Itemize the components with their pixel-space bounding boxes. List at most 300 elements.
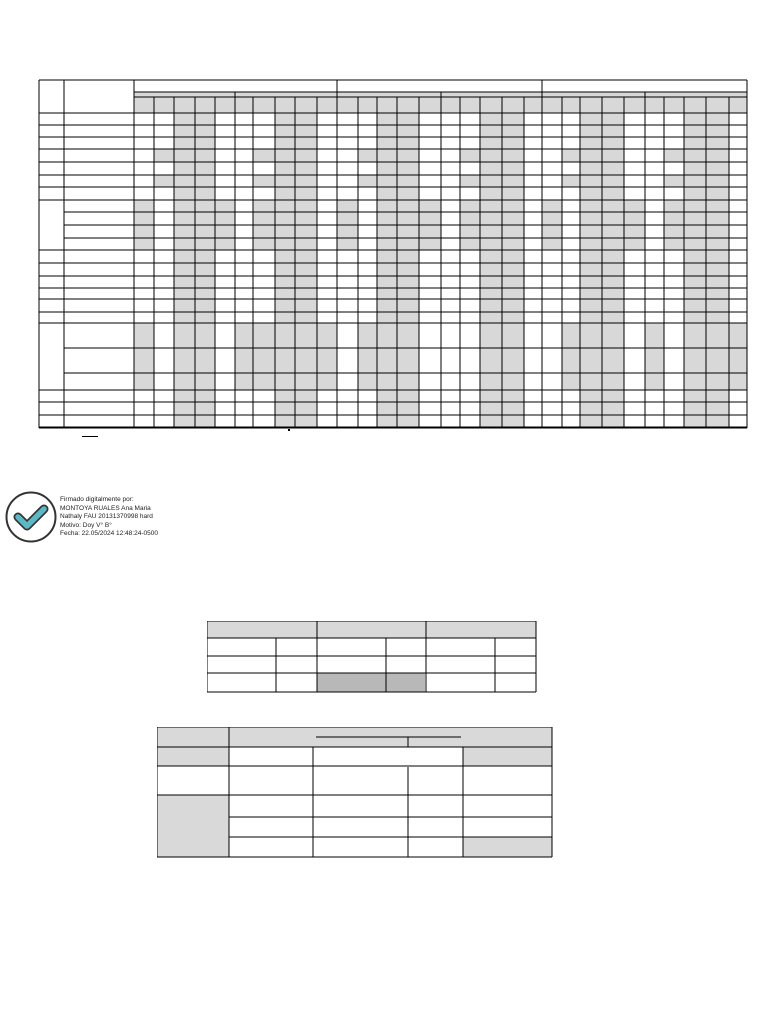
shaded-cell xyxy=(580,162,602,175)
shaded-cell xyxy=(480,373,502,390)
shaded-cell xyxy=(562,175,580,187)
shaded-cell xyxy=(542,212,562,225)
shaded-cell xyxy=(706,137,729,149)
shaded-cell xyxy=(624,200,645,212)
shaded-cell xyxy=(460,238,480,250)
shaded-cell xyxy=(275,263,295,276)
shaded-cell xyxy=(624,238,645,250)
shaded-cell xyxy=(684,113,706,125)
digital-signature xyxy=(4,490,204,546)
shaded-cell xyxy=(377,137,397,149)
shaded-cell xyxy=(502,276,524,288)
shaded-cell xyxy=(684,323,706,348)
shaded-cell xyxy=(275,125,295,137)
shaded-cell xyxy=(174,175,195,187)
shaded-cell xyxy=(480,187,502,200)
shaded-cell xyxy=(397,373,419,390)
shaded-cell xyxy=(275,299,295,312)
shaded-cell xyxy=(602,113,624,125)
table-subheader xyxy=(157,747,229,766)
shaded-cell xyxy=(195,402,215,415)
shaded-cell xyxy=(706,402,729,415)
shaded-cell xyxy=(195,162,215,175)
shaded-cell xyxy=(480,415,502,427)
shaded-cell xyxy=(502,149,524,162)
shaded-cell xyxy=(480,137,502,149)
shaded-cell xyxy=(295,137,317,149)
shaded-cell xyxy=(580,250,602,263)
shaded-cell xyxy=(174,125,195,137)
shaded-cell xyxy=(502,312,524,323)
shaded-cell xyxy=(602,263,624,276)
check-icon xyxy=(4,490,58,544)
shaded-cell xyxy=(684,390,706,402)
summary-table-lines xyxy=(207,621,537,693)
shaded-cell xyxy=(275,238,295,250)
shaded-cell xyxy=(317,348,337,373)
shaded-cell xyxy=(195,276,215,288)
footnote-mark xyxy=(288,429,290,431)
shaded-cell xyxy=(377,299,397,312)
shaded-cell xyxy=(253,238,275,250)
shaded-cell xyxy=(480,312,502,323)
shaded-cell xyxy=(562,348,580,373)
shaded-cell xyxy=(295,276,317,288)
shaded-cell xyxy=(706,288,729,299)
shaded-cell xyxy=(275,137,295,149)
shaded-cell xyxy=(397,348,419,373)
shaded-cell xyxy=(664,212,684,225)
shaded-cell xyxy=(480,162,502,175)
shaded-cell xyxy=(602,175,624,187)
shaded-cell xyxy=(542,238,562,250)
shaded-cell xyxy=(377,312,397,323)
shaded-cell xyxy=(377,288,397,299)
shaded-cell xyxy=(502,200,524,212)
shaded-cell xyxy=(729,323,747,348)
shaded-cell xyxy=(295,125,317,137)
shaded-cell xyxy=(134,200,154,212)
signature-line: Nathaly FAU 20131370998 hard xyxy=(60,513,153,520)
shaded-cell xyxy=(337,200,358,212)
shaded-cell xyxy=(480,225,502,238)
shaded-cell xyxy=(195,212,215,225)
shaded-cell xyxy=(562,149,580,162)
shaded-cell xyxy=(195,238,215,250)
shaded-cell xyxy=(502,187,524,200)
shaded-cell xyxy=(174,263,195,276)
shaded-cell xyxy=(253,212,275,225)
shaded-cell xyxy=(337,238,358,250)
shaded-cell xyxy=(195,415,215,427)
shaded-cell xyxy=(295,250,317,263)
shaded-cell xyxy=(602,238,624,250)
shaded-cell xyxy=(134,323,154,348)
shaded-cell xyxy=(706,250,729,263)
shaded-cell xyxy=(706,299,729,312)
shaded-cell xyxy=(502,125,524,137)
schedule-grid-lines xyxy=(39,80,749,430)
shaded-cell xyxy=(134,238,154,250)
shaded-cell xyxy=(195,175,215,187)
shaded-cell xyxy=(295,263,317,276)
shaded-cell xyxy=(580,225,602,238)
shaded-cell xyxy=(174,250,195,263)
shaded-cell xyxy=(295,390,317,402)
shaded-cell xyxy=(480,238,502,250)
shaded-cell xyxy=(253,225,275,238)
shaded-cell xyxy=(174,373,195,390)
shaded-cell xyxy=(664,175,684,187)
shaded-cell xyxy=(502,390,524,402)
footnote-underline xyxy=(82,436,98,437)
shaded-cell xyxy=(580,402,602,415)
shaded-cell xyxy=(684,299,706,312)
shaded-cell xyxy=(174,113,195,125)
shaded-cell xyxy=(706,276,729,288)
shaded-cell xyxy=(684,348,706,373)
shaded-cell xyxy=(134,348,154,373)
shaded-cell xyxy=(602,149,624,162)
shaded-cell xyxy=(253,200,275,212)
shaded-cell xyxy=(645,323,664,348)
shaded-cell xyxy=(275,250,295,263)
shaded-cell xyxy=(397,113,419,125)
shaded-cell xyxy=(397,402,419,415)
shaded-cell xyxy=(684,187,706,200)
shaded-cell xyxy=(602,162,624,175)
shaded-cell xyxy=(337,212,358,225)
shaded-cell xyxy=(602,348,624,373)
shaded-cell xyxy=(195,113,215,125)
shaded-cell xyxy=(580,175,602,187)
shaded-cell xyxy=(419,238,441,250)
shaded-cell xyxy=(502,415,524,427)
shaded-cell xyxy=(377,250,397,263)
shaded-cell xyxy=(397,162,419,175)
shaded-cell xyxy=(195,187,215,200)
shaded-cell xyxy=(645,348,664,373)
shaded-cell xyxy=(706,373,729,390)
shaded-cell xyxy=(580,263,602,276)
shaded-cell xyxy=(684,200,706,212)
shaded-cell xyxy=(684,263,706,276)
shaded-cell xyxy=(502,323,524,348)
shaded-cell xyxy=(624,225,645,238)
shaded-cell xyxy=(195,263,215,276)
shaded-cell xyxy=(317,673,425,692)
shaded-cell xyxy=(397,187,419,200)
shaded-cell xyxy=(358,323,377,348)
shaded-cell xyxy=(419,200,441,212)
shaded-cell xyxy=(134,373,154,390)
detail-table xyxy=(157,727,552,857)
shaded-cell xyxy=(377,348,397,373)
shaded-cell xyxy=(275,402,295,415)
shaded-cell xyxy=(377,162,397,175)
shaded-cell xyxy=(195,312,215,323)
shaded-cell xyxy=(275,162,295,175)
shaded-cell xyxy=(397,225,419,238)
shaded-cell xyxy=(580,137,602,149)
shaded-cell xyxy=(602,276,624,288)
shaded-cell xyxy=(502,263,524,276)
shaded-cell xyxy=(664,238,684,250)
shaded-cell xyxy=(580,390,602,402)
shaded-cell xyxy=(580,348,602,373)
shaded-cell xyxy=(684,137,706,149)
shaded-cell xyxy=(706,348,729,373)
shaded-cell xyxy=(174,225,195,238)
shaded-cell xyxy=(645,373,664,390)
shaded-cell xyxy=(684,238,706,250)
shaded-cell xyxy=(295,312,317,323)
shaded-cell xyxy=(602,187,624,200)
shaded-cell xyxy=(602,288,624,299)
shaded-cell xyxy=(580,113,602,125)
shaded-cell xyxy=(253,348,275,373)
shaded-cell xyxy=(706,162,729,175)
table-header xyxy=(207,621,536,638)
shaded-cell xyxy=(174,212,195,225)
shaded-cell xyxy=(195,323,215,348)
shaded-cell xyxy=(460,200,480,212)
detail-table-lines xyxy=(157,727,553,858)
shaded-cell xyxy=(580,125,602,137)
shaded-cell xyxy=(580,200,602,212)
shaded-cell xyxy=(195,390,215,402)
shaded-cell xyxy=(295,373,317,390)
shaded-cell xyxy=(397,263,419,276)
shaded-cell xyxy=(295,200,317,212)
shaded-cell xyxy=(706,390,729,402)
shaded-cell xyxy=(580,149,602,162)
shaded-cell xyxy=(580,373,602,390)
shaded-cell xyxy=(502,175,524,187)
shaded-cell xyxy=(397,323,419,348)
shaded-cell xyxy=(295,175,317,187)
shaded-cell xyxy=(195,125,215,137)
shaded-cell xyxy=(377,263,397,276)
signature-line: Firmado digitalmente por: xyxy=(60,496,134,503)
shaded-cell xyxy=(502,137,524,149)
shaded-cell xyxy=(377,175,397,187)
shaded-cell xyxy=(684,373,706,390)
shaded-cell xyxy=(580,276,602,288)
shaded-cell xyxy=(706,149,729,162)
shaded-cell xyxy=(602,415,624,427)
shaded-cell xyxy=(377,187,397,200)
shaded-cell xyxy=(275,323,295,348)
shaded-cell xyxy=(502,373,524,390)
shaded-cell xyxy=(295,162,317,175)
shaded-cell xyxy=(480,348,502,373)
shaded-cell xyxy=(706,175,729,187)
shaded-cell xyxy=(580,299,602,312)
shaded-cell xyxy=(134,212,154,225)
shaded-cell xyxy=(358,373,377,390)
shaded-cell xyxy=(397,250,419,263)
signature-text xyxy=(60,496,158,539)
shaded-cell xyxy=(397,149,419,162)
shaded-cell xyxy=(174,312,195,323)
shaded-cell xyxy=(174,137,195,149)
shaded-cell xyxy=(397,415,419,427)
shaded-cell xyxy=(377,323,397,348)
shaded-cell xyxy=(295,212,317,225)
shaded-cell xyxy=(174,200,195,212)
shaded-cell xyxy=(684,250,706,263)
shaded-cell xyxy=(480,175,502,187)
shaded-cell xyxy=(295,187,317,200)
shaded-cell xyxy=(684,175,706,187)
shaded-cell xyxy=(729,373,747,390)
shaded-cell xyxy=(397,390,419,402)
shaded-cell xyxy=(706,187,729,200)
shaded-cell xyxy=(195,288,215,299)
shaded-cell xyxy=(502,299,524,312)
shaded-cell xyxy=(580,323,602,348)
table-subheader xyxy=(463,747,552,766)
shaded-cell xyxy=(706,200,729,212)
shaded-cell xyxy=(358,348,377,373)
shaded-cell xyxy=(377,212,397,225)
shaded-cell xyxy=(377,113,397,125)
shaded-cell xyxy=(502,113,524,125)
shaded-cell xyxy=(684,415,706,427)
shaded-cell xyxy=(580,312,602,323)
shaded-cell xyxy=(624,212,645,225)
shaded-cell xyxy=(480,263,502,276)
shaded-cell xyxy=(174,402,195,415)
shaded-cell xyxy=(562,323,580,348)
shaded-cell xyxy=(295,323,317,348)
shaded-cell xyxy=(358,149,377,162)
shaded-cell xyxy=(502,348,524,373)
shaded-cell xyxy=(502,238,524,250)
shaded-cell xyxy=(275,288,295,299)
shaded-cell xyxy=(602,373,624,390)
shaded-cell xyxy=(275,212,295,225)
shaded-cell xyxy=(580,415,602,427)
shaded-cell xyxy=(706,415,729,427)
shaded-cell xyxy=(195,225,215,238)
shaded-cell xyxy=(684,162,706,175)
shaded-cell xyxy=(419,225,441,238)
shaded-cell xyxy=(195,200,215,212)
shaded-cell xyxy=(253,373,275,390)
shaded-cell xyxy=(580,288,602,299)
shaded-cell xyxy=(397,137,419,149)
shaded-cell xyxy=(684,125,706,137)
shaded-cell xyxy=(480,390,502,402)
shaded-cell xyxy=(542,225,562,238)
shaded-cell xyxy=(337,225,358,238)
shaded-cell xyxy=(295,238,317,250)
shaded-cell xyxy=(706,113,729,125)
shaded-cell xyxy=(602,212,624,225)
shaded-cell xyxy=(275,200,295,212)
shaded-cell xyxy=(174,323,195,348)
shaded-cell xyxy=(542,200,562,212)
shaded-cell xyxy=(460,212,480,225)
shaded-cell xyxy=(215,212,235,225)
shaded-cell xyxy=(195,137,215,149)
shaded-cell xyxy=(154,175,174,187)
shaded-cell xyxy=(602,125,624,137)
shaded-cell xyxy=(275,373,295,390)
shaded-cell xyxy=(275,225,295,238)
shaded-cell xyxy=(502,402,524,415)
shaded-cell xyxy=(275,276,295,288)
shaded-cell xyxy=(275,175,295,187)
shaded-cell xyxy=(397,276,419,288)
shaded-cell xyxy=(480,149,502,162)
shaded-cell xyxy=(397,312,419,323)
shaded-cell xyxy=(684,225,706,238)
shaded-cell xyxy=(215,200,235,212)
shaded-cell xyxy=(295,288,317,299)
shaded-cell xyxy=(295,402,317,415)
shaded-cell xyxy=(706,323,729,348)
shaded-cell xyxy=(174,348,195,373)
shaded-cell xyxy=(253,175,275,187)
shaded-cell xyxy=(397,299,419,312)
shaded-cell xyxy=(706,238,729,250)
shaded-cell xyxy=(377,276,397,288)
shaded-cell xyxy=(419,212,441,225)
shaded-cell xyxy=(664,225,684,238)
shaded-cell xyxy=(215,238,235,250)
shaded-cell xyxy=(377,149,397,162)
shaded-cell xyxy=(706,312,729,323)
shaded-cell xyxy=(480,200,502,212)
shaded-cell xyxy=(174,187,195,200)
shaded-cell xyxy=(377,415,397,427)
shaded-cell xyxy=(706,225,729,238)
shaded-cell xyxy=(460,149,480,162)
shaded-cell xyxy=(580,212,602,225)
shaded-cell xyxy=(174,149,195,162)
shaded-cell xyxy=(174,238,195,250)
shaded-cell xyxy=(706,212,729,225)
shaded-cell xyxy=(602,312,624,323)
shaded-cell xyxy=(397,212,419,225)
shaded-cell xyxy=(275,187,295,200)
shaded-cell xyxy=(174,162,195,175)
shaded-cell xyxy=(253,323,275,348)
shaded-cell xyxy=(154,149,174,162)
shaded-cell xyxy=(295,299,317,312)
shaded-cell xyxy=(463,837,552,857)
shaded-cell xyxy=(295,348,317,373)
shaded-cell xyxy=(134,225,154,238)
shaded-cell xyxy=(397,125,419,137)
shaded-cell xyxy=(275,348,295,373)
shaded-cell xyxy=(174,276,195,288)
shaded-cell xyxy=(480,250,502,263)
shaded-cell xyxy=(602,137,624,149)
shaded-cell xyxy=(480,276,502,288)
shaded-cell xyxy=(377,373,397,390)
shaded-cell xyxy=(377,225,397,238)
shaded-cell xyxy=(174,390,195,402)
shaded-cell xyxy=(502,162,524,175)
merged-shaded-cell xyxy=(157,795,229,857)
shaded-cell xyxy=(215,225,235,238)
shaded-cell xyxy=(729,348,747,373)
shaded-cell xyxy=(480,288,502,299)
